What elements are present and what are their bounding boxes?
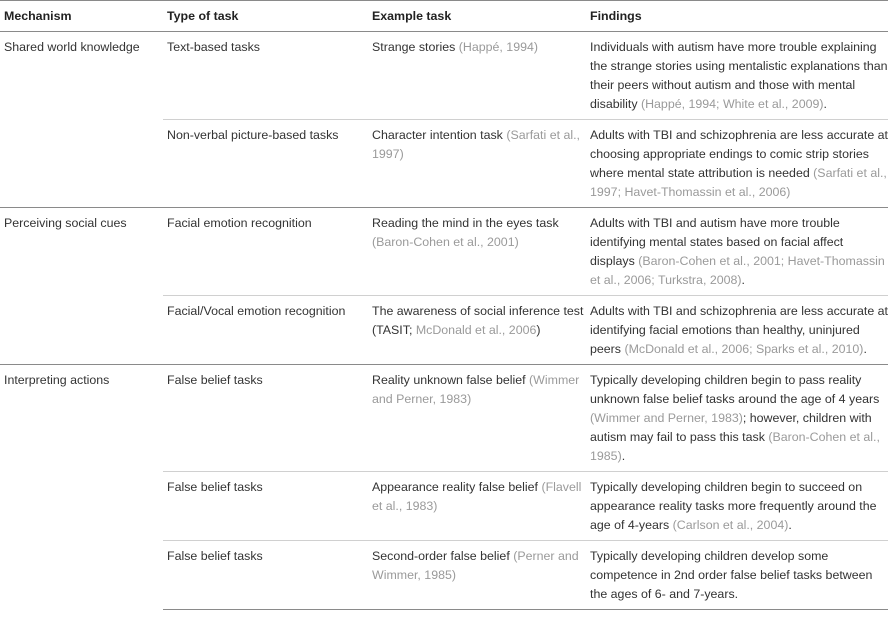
citation: (Happé, 1994)	[458, 40, 538, 54]
citation: (Wimmer and Perner, 1983)	[372, 373, 580, 406]
finding-cell: Adults with TBI and schizophrenia are less accurate at identifying facial emotions than healthy, uninjured peers (McDonald et al., 2006; Sparks et al., 2010).	[586, 296, 888, 365]
table-row	[0, 365, 888, 472]
header-findings: Findings	[586, 1, 888, 32]
example-cell: The awareness of social inference test (TASIT; McDonald et al., 2006)	[368, 296, 586, 365]
header-example-task: Example task	[368, 1, 586, 32]
header-type-of-task: Type of task	[163, 1, 368, 32]
mechanism-cell: Interpreting actions	[0, 365, 163, 610]
finding-cell: Adults with TBI and schizophrenia are less accurate at choosing appropriate endings to comic strip stories where mental state attribution is needed (Sarfati et al., 1997; Havet-Thomassin et al., 2006)	[586, 120, 888, 208]
example-cell: Reality unknown false belief (Wimmer and Perner, 1983)	[368, 365, 586, 472]
type-cell: Text-based tasks	[163, 32, 368, 120]
citation: McDonald et al., 2006	[415, 323, 537, 337]
mechanism-cell: Shared world knowledge	[0, 32, 163, 208]
example-cell: Second-order false belief (Perner and Wimmer, 1985)	[368, 541, 586, 610]
example-cell: Strange stories (Happé, 1994)	[368, 32, 586, 120]
mechanism-cell: Perceiving social cues	[0, 208, 163, 365]
finding-cell: Typically developing children begin to succeed on appearance reality tasks more frequently around the age of 4-years (Carlson et al., 2004).	[586, 472, 888, 541]
header-mechanism: Mechanism	[0, 1, 163, 32]
example-cell: Character intention task (Sarfati et al., 1997)	[368, 120, 586, 208]
citation: (Flavell et al., 1983)	[372, 480, 582, 513]
type-cell: False belief tasks	[163, 472, 368, 541]
finding-cell: Individuals with autism have more trouble explaining the strange stories using mentalistic explanations than their peers without autism and those with mental disability (Happé, 1994; White et al., 2009).	[586, 32, 888, 120]
citation: (Sarfati et al., 1997; Havet-Thomassin et al., 2006)	[590, 166, 887, 199]
citation: (Wimmer and Perner, 1983)	[590, 411, 743, 425]
example-cell: Reading the mind in the eyes task (Baron-Cohen et al., 2001)	[368, 208, 586, 296]
citation: (Perner and Wimmer, 1985)	[372, 549, 579, 582]
type-cell: Facial emotion recognition	[163, 208, 368, 296]
finding-cell: Typically developing children begin to pass reality unknown false belief tasks around the age of 4 years (Wimmer and Perner, 1983); however, children with autism may fail to pass this task (Baron-Cohen et al., 1985).	[586, 365, 888, 472]
finding-cell: Typically developing children develop some competence in 2nd order false belief tasks between the ages of 6- and 7-years.	[586, 541, 888, 610]
citation: (McDonald et al., 2006; Sparks et al., 2010)	[624, 342, 864, 356]
type-cell: Facial/Vocal emotion recognition	[163, 296, 368, 365]
table-row	[0, 208, 888, 296]
type-cell: False belief tasks	[163, 365, 368, 472]
citation: (Baron-Cohen et al., 2001)	[372, 235, 519, 249]
table-row	[0, 32, 888, 120]
finding-cell: Adults with TBI and autism have more trouble identifying mental states based on facial affect displays (Baron-Cohen et al., 2001; Havet-Thomassin et al., 2006; Turkstra, 2008).	[586, 208, 888, 296]
type-cell: Non-verbal picture-based tasks	[163, 120, 368, 208]
citation: (Sarfati et al., 1997)	[372, 128, 580, 161]
citation: (Carlson et al., 2004)	[672, 518, 789, 532]
citation: (Baron-Cohen et al., 2001; Havet-Thomassin et al., 2006; Turkstra, 2008)	[590, 254, 885, 287]
citation: (Baron-Cohen et al., 1985)	[590, 430, 880, 463]
header-row	[0, 1, 888, 32]
type-cell: False belief tasks	[163, 541, 368, 610]
citation: (Happé, 1994; White et al., 2009)	[640, 97, 824, 111]
example-cell: Appearance reality false belief (Flavell et al., 1983)	[368, 472, 586, 541]
